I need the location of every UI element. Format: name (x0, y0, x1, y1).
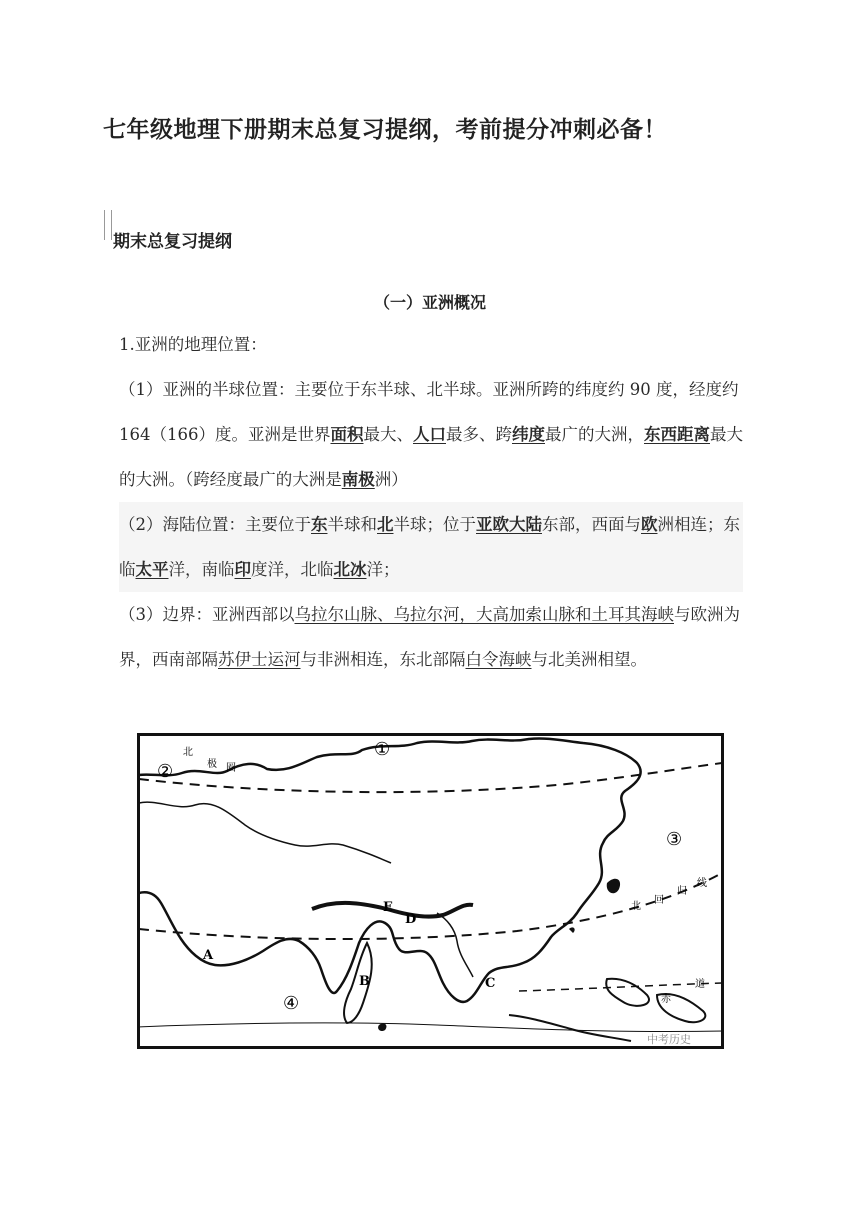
p3-key-ural: 乌拉尔山脉、乌拉尔河，大高加索山脉和土耳其海峡 (294, 605, 674, 624)
p2-key-arctic: 北冰 (333, 560, 367, 579)
p1-key-latitude: 纬度 (512, 425, 545, 444)
p1-text: 最大的大洲。（跨经度最广的大洲是 (119, 425, 743, 489)
p2-key-eurasia: 亚欧大陆 (476, 515, 542, 534)
p1-text: 最广的大洲， (545, 425, 644, 444)
tropic-label-3: 归 (677, 886, 687, 897)
p3-key-suez: 苏伊士运河 (218, 650, 301, 669)
p1-text-a: （1）亚洲的半球位置：主要位于东半球、北半球。亚洲所跨的纬度约 90 度，经度约 164（166）度。亚洲是世界 (119, 380, 739, 444)
map-label-d: D (405, 912, 417, 927)
p3-text: 与欧洲为界，西南部隔 (119, 605, 740, 669)
map-label-e: E (383, 900, 393, 915)
p2-key-north: 北 (377, 515, 394, 534)
p2-key-europe: 欧 (641, 515, 658, 534)
p1-text: 最多、跨 (446, 425, 512, 444)
map-label-a: A (203, 948, 214, 963)
item-1: 1.亚洲的地理位置： (119, 335, 267, 354)
paragraph-hemisphere (119, 367, 743, 502)
tropic-label-4: 线 (697, 878, 707, 889)
p2-text: 洋； (366, 560, 400, 579)
p3-key-bering: 白令海峡 (465, 650, 532, 669)
paragraph-boundary (119, 592, 743, 682)
subheading: （一）亚洲概况 (373, 293, 486, 312)
p1-key-population: 人口 (413, 425, 446, 444)
asia-map (137, 733, 724, 1049)
p3-text: 与非洲相连，东北部隔 (300, 650, 466, 669)
p2-key-east: 东 (311, 515, 328, 534)
watermark: 中考历史 (647, 1033, 691, 1046)
p2-text: 东部，西面与 (542, 515, 641, 534)
p2-key-pacific: 太平 (135, 560, 169, 579)
p1-text: 洲） (374, 470, 408, 489)
p3-text: （3）边界：亚洲西部以 (119, 605, 295, 624)
arctic-label-3: 圈 (226, 763, 236, 774)
p2-text: 半球和 (327, 515, 377, 534)
equator-label-2: 道 (695, 979, 705, 990)
map-label-2: ② (157, 761, 174, 782)
p1-key-distance: 东西距离 (644, 425, 710, 444)
p2-key-indian: 印 (234, 560, 251, 579)
section-marker (104, 210, 112, 240)
map-label-1: ① (374, 739, 391, 760)
equator-label-1: 赤 (661, 994, 671, 1005)
p2-text: （2）海陆位置：主要位于 (119, 515, 311, 534)
p2-text: 洲相连；东临 (119, 515, 740, 579)
p3-text: 与北美洲相望。 (531, 650, 647, 669)
arctic-label-1: 北 (183, 747, 193, 758)
p1-text: 最大、 (363, 425, 413, 444)
arctic-label-2: 极 (207, 759, 217, 770)
map-label-4: ④ (283, 993, 300, 1014)
map-label-c: C (485, 976, 496, 991)
map-label-b: B (359, 974, 370, 989)
paragraph-sea-land (119, 502, 743, 592)
p2-text: 度洋，北临 (251, 560, 334, 579)
section-title: 期末总复习提纲 (113, 232, 232, 252)
p1-key-area: 面积 (330, 425, 364, 444)
map-label-3: ③ (666, 829, 683, 850)
p1-key-antarctica: 南极 (341, 470, 375, 489)
article-title: 七年级地理下册期末总复习提纲，考前提分冲刺必备！ (103, 117, 667, 143)
p2-text: 洋，南临 (168, 560, 235, 579)
item-heading (119, 322, 743, 367)
tropic-label-2: 回 (654, 895, 664, 906)
p2-text: 半球；位于 (393, 515, 476, 534)
tropic-label-1: 北 (631, 901, 641, 912)
